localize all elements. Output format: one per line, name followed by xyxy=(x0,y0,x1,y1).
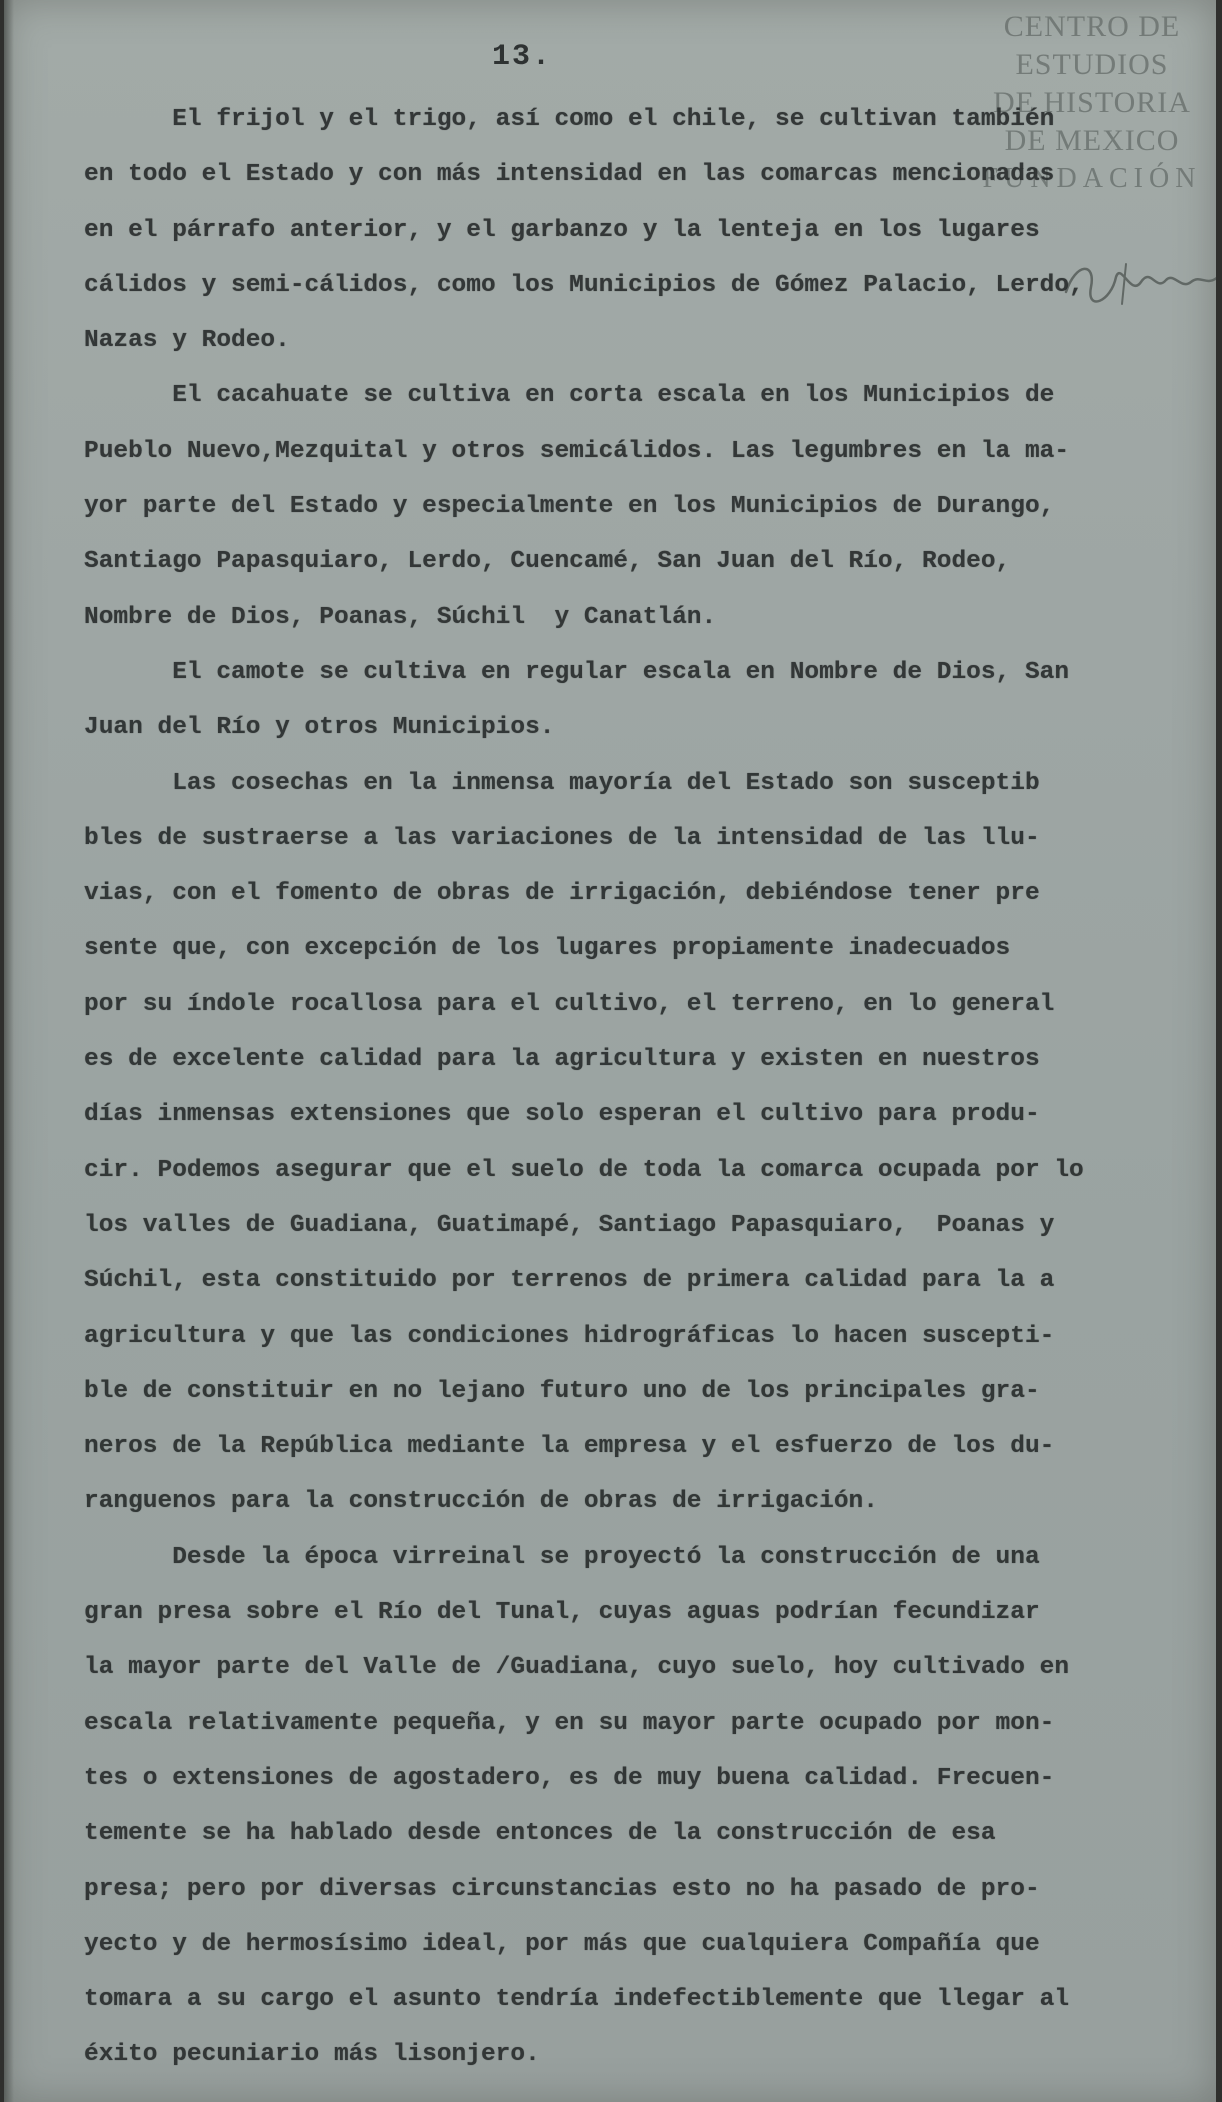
text-line: Santiago Papasquiaro, Lerdo, Cuencamé, San Juan del Río, Rodeo, xyxy=(84,548,1011,576)
stamp-line-5: FUNDACIÓN xyxy=(982,163,1202,194)
text-line: yecto y de hermosísimo ideal, por más que cualquiera Compañía que xyxy=(84,1930,1040,1958)
binding-edge xyxy=(4,0,14,2102)
text-line: El camote se cultiva en regular escala en Nombre de Dios, San xyxy=(84,658,1070,686)
stamp-line-2: ESTUDIOS xyxy=(1015,48,1169,81)
stamp-line-4: DE MEXICO xyxy=(1004,124,1180,157)
text-line: Nazas y Rodeo. xyxy=(84,327,290,355)
text-line: los valles de Guadiana, Guatimapé, Santiago Papasquiaro, Poanas y xyxy=(84,1211,1055,1239)
text-line: en todo el Estado y con más intensidad en las comarcas mencionadas xyxy=(84,161,1055,189)
text-line: en el párrafo anterior, y el garbanzo y la lenteja en los lugares xyxy=(84,216,1040,244)
page-number: 13. xyxy=(492,40,553,74)
text-line: escala relativamente pequeña, y en su mayor parte ocupado por mon- xyxy=(84,1709,1055,1737)
text-line: cálidos y semi-cálidos, como los Municipios de Gómez Palacio, Lerdo, xyxy=(84,271,1084,299)
text-line: El cacahuate se cultiva en corta escala en los Municipios de xyxy=(84,382,1055,410)
text-line: tomara a su cargo el asunto tendría indefectiblemente que llegar al xyxy=(84,1986,1070,2014)
text-line: presa; pero por diversas circunstancias esto no ha pasado de pro- xyxy=(84,1875,1040,1903)
text-line: neros de la República mediante la empresa y el esfuerzo de los du- xyxy=(84,1433,1055,1461)
stamp-line-3: DE HISTORIA xyxy=(993,86,1191,119)
text-line: días inmensas extensiones que solo esperan el cultivo para produ- xyxy=(84,1101,1040,1129)
text-line: por su índole rocallosa para el cultivo, el terreno, en lo general xyxy=(84,990,1055,1018)
text-line: yor parte del Estado y especialmente en los Municipios de Durango, xyxy=(84,493,1055,521)
text-line: la mayor parte del Valle de /Guadiana, cuyo suelo, hoy cultivado en xyxy=(84,1654,1070,1682)
text-line: cir. Podemos asegurar que el suelo de toda la comarca ocupada por lo xyxy=(84,1156,1084,1184)
text-line: ble de constituir en no lejano futuro uno de los principales gra- xyxy=(84,1377,1040,1405)
text-line: Pueblo Nuevo,Mezquital y otros semicálidos. Las legumbres en la ma- xyxy=(84,437,1070,465)
text-line: Las cosechas en la inmensa mayoría del Estado son susceptib xyxy=(84,769,1040,797)
text-line: Súchil, esta constituido por terrenos de primera calidad para la a xyxy=(84,1267,1055,1295)
text-line: El frijol y el trigo, así como el chile, se cultivan también xyxy=(84,106,1055,133)
stamp-line-1: CENTRO DE xyxy=(1003,10,1181,43)
text-line: es de excelente calidad para la agricultura y existen en nuestros xyxy=(84,1046,1040,1074)
text-line: ranguenos para la construcción de obras de irrigación. xyxy=(84,1488,878,1516)
text-line: agricultura y que las condiciones hidrográficas lo hacen suscepti- xyxy=(84,1322,1055,1350)
text-line: Nombre de Dios, Poanas, Súchil y Canatlán. xyxy=(84,603,717,631)
text-line: bles de sustraerse a las variaciones de la intensidad de las llu- xyxy=(84,824,1040,852)
text-line: temente se ha hablado desde entonces de la construcción de esa xyxy=(84,1820,996,1848)
text-line: gran presa sobre el Río del Tunal, cuyas aguas podrían fecundizar xyxy=(84,1599,1040,1627)
text-line: vias, con el fomento de obras de irrigación, debiéndose tener pre xyxy=(84,880,1040,908)
text-line: éxito pecuniario más lisonjero. xyxy=(84,2041,540,2069)
text-line: Desde la época virreinal se proyectó la construcción de una xyxy=(84,1543,1040,1571)
document-page xyxy=(4,0,1216,2102)
document-body xyxy=(84,92,1154,2083)
text-line: Juan del Río y otros Municipios. xyxy=(84,714,555,742)
text-line: sente que, con excepción de los lugares propiamente inadecuados xyxy=(84,935,1011,963)
text-line: tes o extensiones de agostadero, es de muy buena calidad. Frecuen- xyxy=(84,1764,1055,1792)
